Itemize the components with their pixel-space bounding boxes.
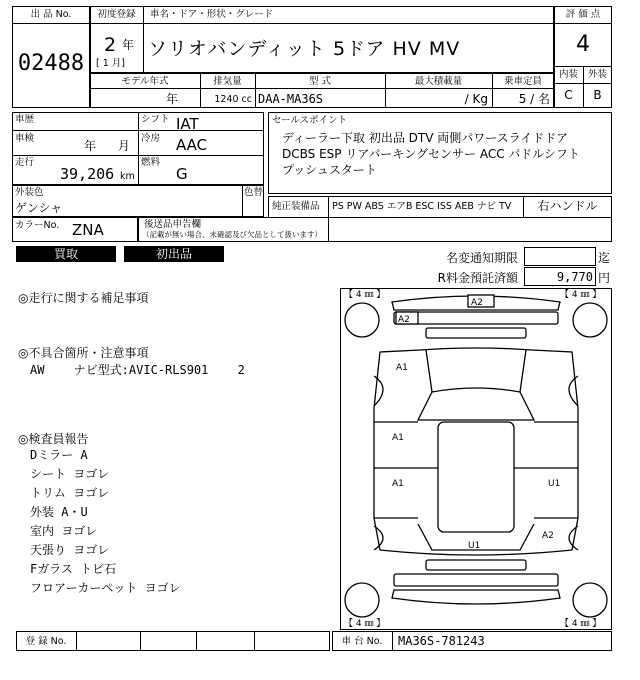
color-change-label: 色替: [244, 187, 264, 198]
car-diagram: [340, 288, 612, 630]
mark-front-bumper: A2: [471, 298, 483, 308]
car-name-label: 車名・ドア・形状・グレード: [150, 9, 274, 20]
history-label: 車歴: [15, 114, 35, 125]
overall-score: 4: [576, 32, 590, 57]
inspection-label: 車検: [15, 133, 35, 144]
name-change-unit: 迄: [598, 251, 611, 265]
rear-bumper: [392, 590, 560, 604]
sales-point-line-2: DCBS ESP リアパーキングセンサー ACC パドルシフト: [282, 147, 580, 161]
recycle-value: 9,770: [556, 270, 593, 284]
type-label: 型 式: [308, 76, 332, 87]
hood: [426, 350, 526, 392]
sales-point-line-1: ディーラー下取 初出品 DTV 両側パワースライドドア: [282, 131, 568, 145]
mark-left-front-door: A1: [392, 433, 404, 443]
first-reg-month: [ 1 月]: [96, 58, 125, 69]
mark-left-fender: A1: [396, 363, 408, 373]
score-label: 評 価 点: [565, 9, 601, 20]
max-load-value: / Kg: [464, 92, 488, 106]
body-outline: [374, 348, 578, 555]
tire-rear-left: [345, 583, 379, 617]
defects-line-1: AW ナビ型式:AVIC-RLS901 2: [30, 363, 245, 377]
grille: [426, 328, 526, 338]
interior-label: 内装: [558, 69, 578, 80]
shift-label: シフト: [141, 114, 170, 125]
inspector-title: ◎検査員報告: [18, 432, 89, 446]
mark-right-rear-door: U1: [548, 479, 561, 489]
windshield: [418, 392, 534, 420]
color-no-value: ZNA: [72, 221, 104, 239]
mark-right-quarter: A2: [542, 531, 554, 541]
color-no-label: カラーNo.: [15, 220, 60, 231]
first-reg-year-unit: 年: [122, 38, 135, 52]
defects-title: ◎不具合箇所・注意事項: [18, 346, 149, 360]
name-change-label: 名変通知期限: [445, 251, 518, 265]
inspector-line-3: トリム ヨゴレ: [30, 486, 110, 500]
interior-grade: C: [564, 88, 573, 102]
tire-depth-rear-right: 【 4 ㎜ 】: [560, 619, 602, 629]
inspector-line-1: Dミラー A: [30, 448, 88, 462]
aftermarket-note: （記載が無い場合、未確認及び欠品として扱います）: [142, 230, 322, 239]
shift-value: IAT: [176, 115, 199, 133]
chassis-label: 車 台 No.: [341, 636, 383, 647]
tire-depth-front-right: 【 4 ㎜ 】: [560, 290, 602, 300]
equipment-label: 純正装備品: [272, 201, 320, 212]
rear-panel: [426, 560, 526, 570]
tire-depth-rear-left: 【 4 ㎜ 】: [344, 619, 386, 629]
purchase-tag: 買取: [16, 246, 116, 262]
inspector-line-8: フロアーカーペット ヨゴレ: [30, 581, 181, 595]
equipment-value: PS PW ABS エアB ESC ISS AEB ナビ TV: [332, 201, 512, 212]
name-change-box: [524, 247, 596, 266]
inspector-line-6: 天張り ヨゴレ: [30, 543, 110, 557]
sales-point-label: セールスポイント: [272, 115, 348, 126]
displacement-value: 1240 cc: [214, 94, 252, 105]
exterior-label: 外装: [587, 69, 607, 80]
ac-label: 冷房: [141, 133, 161, 144]
driving-notes-title: ◎走行に関する補足事項: [18, 291, 149, 305]
ac-value: AAC: [176, 136, 208, 154]
sales-point-line-3: プッシュスタート: [282, 163, 377, 177]
recycle-unit: 円: [598, 271, 611, 285]
inspector-line-5: 室内 ヨゴレ: [30, 524, 98, 538]
aftermarket-label: 後送品申告欄: [144, 219, 202, 230]
mileage-value: 39,206: [60, 165, 115, 183]
tire-front-left: [345, 303, 379, 337]
mark-left-rear-door: A1: [392, 479, 404, 489]
tire-depth-front-left: 【 4 ㎜ 】: [344, 290, 386, 300]
displacement-label: 排気量: [213, 76, 242, 87]
model-year-label: モデル年式: [121, 76, 169, 87]
first-reg-label: 初度登録: [97, 9, 136, 20]
chassis-number: MA36S-781243: [398, 634, 485, 648]
mark-rear-roof: U1: [468, 541, 481, 551]
exterior-color-value: ゲンシャ: [15, 201, 63, 215]
wheel-arch-rl: [374, 526, 383, 550]
fuel-label: 燃料: [141, 157, 161, 168]
lot-number: 02488: [17, 51, 85, 76]
mark-front-panel: A2: [398, 315, 410, 325]
rear-gate: [394, 574, 558, 586]
mileage-label: 走行: [15, 157, 35, 168]
max-load-label: 最大積載量: [414, 76, 463, 87]
first-listing-tag: 初出品: [124, 246, 224, 262]
first-reg-year: 2: [104, 34, 117, 56]
inspector-line-2: シート ヨゴレ: [30, 467, 110, 481]
registration-label: 登 録 No.: [25, 636, 67, 647]
tire-rear-right: [573, 583, 607, 617]
fuel-value: G: [176, 165, 188, 183]
tire-front-right: [573, 303, 607, 337]
exterior-color-label: 外装色: [15, 187, 44, 198]
mileage-unit: km: [120, 171, 135, 182]
inspection-value: 年 月: [84, 139, 130, 153]
type-value: DAA-MA36S: [258, 92, 324, 106]
inspector-line-4: 外装 A・U: [30, 505, 88, 519]
steering-value: 右ハンドル: [537, 199, 598, 213]
wheel-arch-rr: [569, 526, 578, 550]
inspector-line-7: Fガラス トビ石: [30, 562, 117, 576]
exterior-grade: B: [593, 88, 602, 102]
roof: [438, 422, 514, 532]
model-year-unit: 年: [166, 92, 179, 106]
capacity-value: 5 / 名: [518, 92, 550, 106]
capacity-label: 乗車定員: [503, 76, 542, 87]
recycle-label: R料金預託済額: [437, 271, 518, 285]
lot-label: 出 品 No.: [30, 9, 72, 20]
car-name: ソリオバンディット 5ドア HV MV: [148, 38, 461, 60]
